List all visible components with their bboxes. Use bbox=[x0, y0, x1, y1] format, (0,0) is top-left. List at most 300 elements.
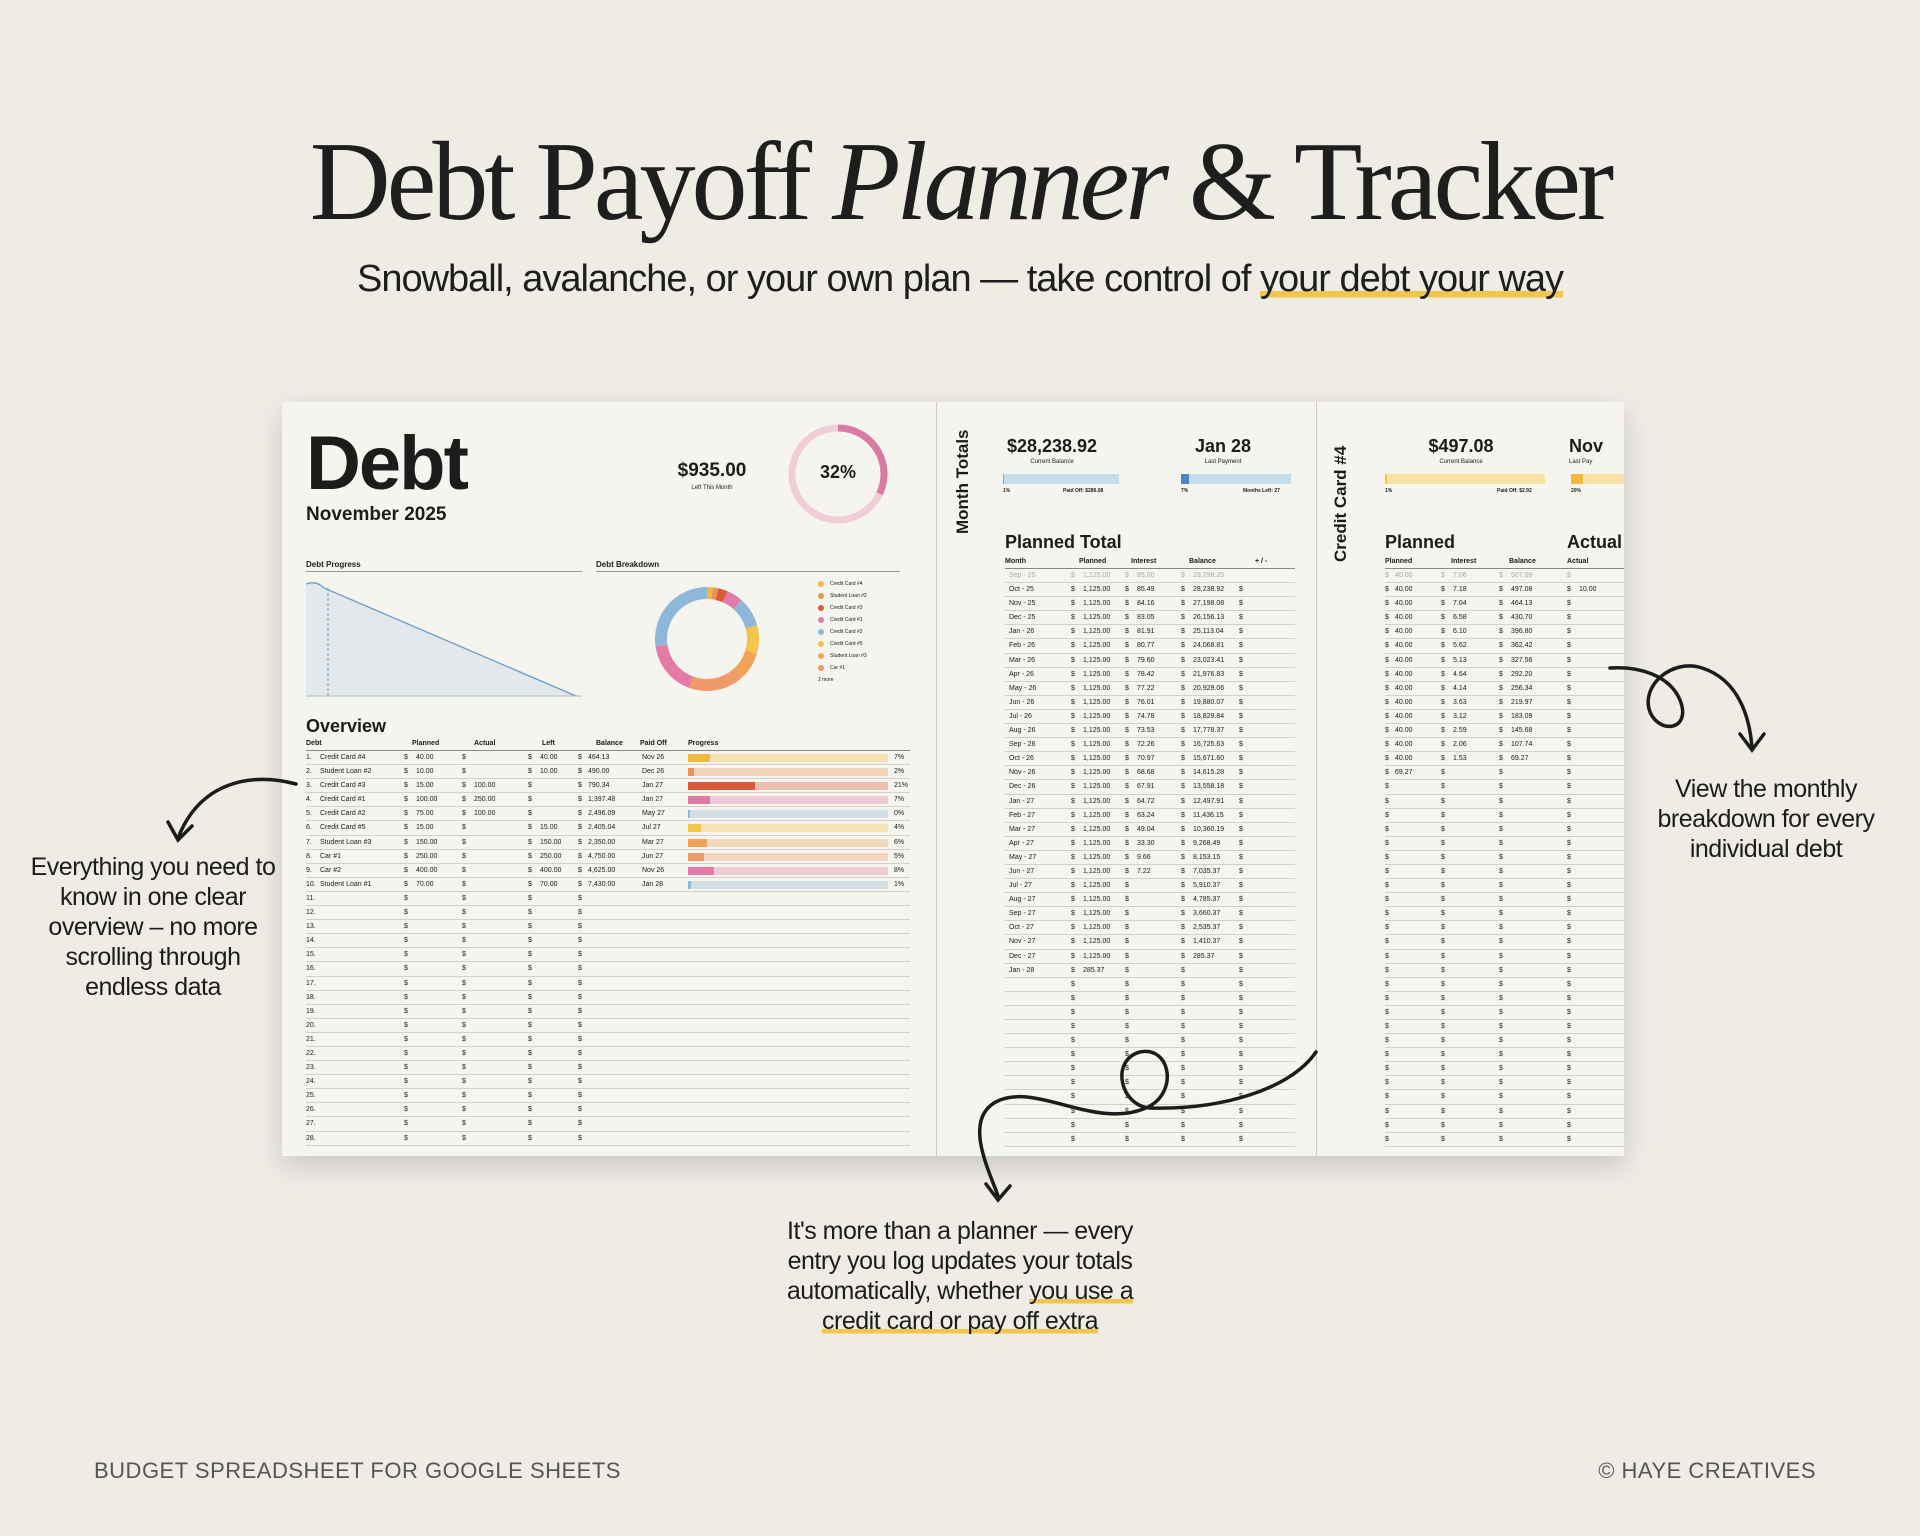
currency: $ bbox=[462, 1092, 466, 1100]
planned: 1,125.00 bbox=[1083, 769, 1111, 777]
col-left: Left bbox=[542, 740, 555, 747]
currency: $ bbox=[1071, 684, 1075, 692]
currency: $ bbox=[1385, 628, 1389, 636]
balance-value: 2,496.09 bbox=[588, 810, 616, 818]
currency: $ bbox=[1499, 910, 1503, 918]
totals-row bbox=[1005, 780, 1295, 794]
interest: 3.63 bbox=[1453, 698, 1467, 706]
currency: $ bbox=[1385, 980, 1389, 988]
debt-breakdown-label: Debt Breakdown bbox=[596, 560, 900, 572]
currency: $ bbox=[1499, 769, 1503, 777]
balance-value: 7,430.00 bbox=[588, 880, 616, 888]
footer-left: BUDGET SPREADSHEET FOR GOOGLE SHEETS bbox=[94, 1458, 621, 1483]
currency: $ bbox=[1125, 811, 1129, 819]
actual-value: 100.00 bbox=[474, 782, 496, 790]
row-number: 17. bbox=[306, 979, 316, 987]
currency: $ bbox=[404, 768, 408, 776]
left-amount: $935.00 bbox=[677, 460, 747, 481]
currency: $ bbox=[1499, 938, 1503, 946]
month: Jun - 26 bbox=[1009, 698, 1035, 706]
card-empty-row bbox=[1385, 809, 1624, 823]
interest: 4.14 bbox=[1453, 684, 1467, 692]
progress-fill bbox=[688, 881, 691, 889]
currency: $ bbox=[1125, 994, 1129, 1002]
currency: $ bbox=[528, 979, 532, 987]
currency: $ bbox=[462, 1007, 466, 1015]
progress-percent: 5% bbox=[894, 852, 905, 860]
currency: $ bbox=[1567, 614, 1571, 622]
currency: $ bbox=[578, 965, 582, 973]
currency: $ bbox=[1181, 712, 1185, 720]
progress-fill bbox=[688, 853, 704, 861]
currency: $ bbox=[578, 852, 582, 860]
currency: $ bbox=[578, 880, 582, 888]
currency: $ bbox=[1125, 1051, 1129, 1059]
currency: $ bbox=[1071, 1065, 1075, 1073]
currency: $ bbox=[1441, 853, 1445, 861]
month: Dec - 25 bbox=[1009, 614, 1036, 622]
card-actual-heading: Actual bbox=[1567, 532, 1623, 552]
footer-right: © HAYE CREATIVES bbox=[1598, 1458, 1816, 1483]
currency: $ bbox=[578, 937, 582, 945]
currency: $ bbox=[1385, 938, 1389, 946]
currency: $ bbox=[1071, 727, 1075, 735]
currency: $ bbox=[404, 1092, 408, 1100]
currency: $ bbox=[404, 824, 408, 832]
currency: $ bbox=[1239, 797, 1243, 805]
overview-empty-row bbox=[306, 991, 910, 1005]
currency: $ bbox=[528, 880, 532, 888]
currency: $ bbox=[528, 838, 532, 846]
currency: $ bbox=[1071, 755, 1075, 763]
overview-empty-row bbox=[306, 1117, 910, 1131]
currency: $ bbox=[1385, 867, 1389, 875]
currency: $ bbox=[1567, 600, 1571, 608]
card-empty-row bbox=[1385, 992, 1624, 1006]
row-number: 18. bbox=[306, 993, 316, 1001]
currency: $ bbox=[578, 754, 582, 761]
currency: $ bbox=[462, 894, 466, 902]
currency: $ bbox=[1071, 825, 1075, 833]
currency: $ bbox=[1441, 839, 1445, 847]
currency: $ bbox=[1181, 924, 1185, 932]
interest: 49.04 bbox=[1137, 825, 1155, 833]
col-planned: Planned bbox=[1385, 558, 1413, 565]
planned-value: 75.00 bbox=[416, 810, 434, 818]
currency: $ bbox=[1181, 741, 1185, 749]
currency: $ bbox=[578, 866, 582, 874]
col-balance: Balance bbox=[596, 740, 623, 747]
totals-row bbox=[1005, 837, 1295, 851]
overview-row bbox=[306, 779, 910, 793]
overview-empty-row bbox=[306, 920, 910, 934]
actual: 10.00 bbox=[1579, 586, 1597, 594]
currency: $ bbox=[1385, 712, 1389, 720]
balance-value: 2,405.04 bbox=[588, 824, 616, 832]
currency: $ bbox=[1385, 1065, 1389, 1073]
legend-item bbox=[818, 602, 867, 614]
currency: $ bbox=[528, 768, 532, 776]
currency: $ bbox=[1441, 1023, 1445, 1030]
currency: $ bbox=[1441, 1135, 1445, 1143]
currency: $ bbox=[462, 1078, 466, 1086]
currency: $ bbox=[1181, 755, 1185, 763]
currency: $ bbox=[528, 796, 532, 804]
balance: 24,068.81 bbox=[1193, 642, 1225, 650]
currency: $ bbox=[1385, 1037, 1389, 1045]
currency: $ bbox=[404, 880, 408, 888]
progress-fill bbox=[688, 810, 690, 818]
actual-value: 100.00 bbox=[474, 810, 496, 818]
row-number: 1. bbox=[306, 754, 312, 761]
planned: 1,125.00 bbox=[1083, 811, 1111, 819]
currency: $ bbox=[528, 965, 532, 973]
months-percent: 7% bbox=[1181, 488, 1189, 494]
currency: $ bbox=[1385, 797, 1389, 805]
currency: $ bbox=[528, 782, 532, 790]
currency: $ bbox=[1125, 980, 1129, 988]
currency: $ bbox=[1239, 938, 1243, 946]
currency: $ bbox=[462, 937, 466, 945]
overview-row bbox=[306, 751, 910, 765]
balance: 1,410.37 bbox=[1193, 938, 1221, 946]
currency: $ bbox=[1567, 994, 1571, 1002]
currency: $ bbox=[1441, 698, 1445, 706]
currency: $ bbox=[1567, 1023, 1571, 1030]
overview-empty-row bbox=[306, 1089, 910, 1103]
currency: $ bbox=[462, 810, 466, 818]
currency: $ bbox=[1181, 1023, 1185, 1030]
row-number: 28. bbox=[306, 1134, 316, 1142]
debt-name: Credit Card #2 bbox=[320, 810, 366, 818]
planned: 69.27 bbox=[1395, 769, 1413, 777]
paid-off-bar bbox=[1003, 474, 1119, 484]
progress-percent: 2% bbox=[894, 768, 905, 776]
balance-value: 4,625.00 bbox=[588, 866, 616, 874]
currency: $ bbox=[404, 782, 408, 790]
interest: 33.30 bbox=[1137, 839, 1155, 847]
currency: $ bbox=[1499, 1008, 1503, 1016]
planned-total-heading: Planned Total bbox=[1005, 532, 1122, 552]
currency: $ bbox=[462, 838, 466, 846]
progress-track bbox=[688, 839, 888, 847]
totals-row bbox=[1005, 893, 1295, 907]
currency: $ bbox=[1125, 1079, 1129, 1087]
month-label: November 2025 bbox=[306, 504, 447, 525]
card-empty-row bbox=[1385, 795, 1624, 809]
card-balance-kpi bbox=[1381, 436, 1541, 465]
paid-off-amount: Paid Off: $286.08 bbox=[1063, 488, 1104, 494]
currency: $ bbox=[1125, 853, 1129, 861]
currency: $ bbox=[1181, 853, 1185, 861]
currency: $ bbox=[462, 1134, 466, 1142]
currency: $ bbox=[1125, 614, 1129, 622]
card-empty-row bbox=[1385, 964, 1624, 978]
card-last-pay-label: Last Pay bbox=[1569, 459, 1593, 465]
overview-row bbox=[306, 793, 910, 807]
currency: $ bbox=[404, 754, 408, 761]
currency: $ bbox=[1441, 586, 1445, 594]
currency: $ bbox=[1441, 952, 1445, 960]
card-empty-row bbox=[1385, 935, 1624, 949]
currency: $ bbox=[578, 979, 582, 987]
arrow-left-curve bbox=[178, 779, 296, 838]
balance: 11,436.15 bbox=[1193, 811, 1224, 819]
currency: $ bbox=[1239, 1051, 1243, 1059]
month: Nov - 26 bbox=[1009, 769, 1036, 777]
currency: $ bbox=[1385, 783, 1389, 791]
currency: $ bbox=[1567, 853, 1571, 861]
planned-value: 15.00 bbox=[416, 824, 434, 832]
legend-label: Credit Card #5 bbox=[830, 641, 863, 647]
interest: 81.91 bbox=[1137, 628, 1155, 636]
currency: $ bbox=[1125, 642, 1129, 650]
debt-name: Car #2 bbox=[320, 866, 342, 874]
currency: $ bbox=[1071, 839, 1075, 847]
currency: $ bbox=[578, 951, 582, 959]
currency: $ bbox=[1499, 684, 1503, 692]
title-part-2: Planner bbox=[832, 120, 1165, 244]
card-balance: $497.08 bbox=[1428, 436, 1494, 456]
currency: $ bbox=[462, 754, 466, 761]
totals-row bbox=[1005, 724, 1295, 738]
balance: 4,785.37 bbox=[1193, 896, 1221, 904]
overview-empty-row bbox=[306, 1033, 910, 1047]
card-empty-row bbox=[1385, 823, 1624, 837]
currency: $ bbox=[1499, 896, 1503, 904]
totals-row bbox=[1005, 597, 1295, 611]
overview-row bbox=[306, 850, 910, 864]
overview-empty-row bbox=[306, 1061, 910, 1075]
planned: 1,125.00 bbox=[1083, 656, 1111, 664]
interest: 70.97 bbox=[1137, 755, 1155, 763]
balance: 2,535.37 bbox=[1193, 924, 1221, 932]
currency: $ bbox=[1499, 712, 1503, 720]
planned: 40.00 bbox=[1395, 628, 1413, 636]
card-row bbox=[1385, 752, 1624, 766]
left-value: 250.00 bbox=[540, 852, 562, 860]
currency: $ bbox=[528, 1035, 532, 1043]
totals-row bbox=[1005, 639, 1295, 653]
totals-empty-row bbox=[1005, 1048, 1295, 1062]
balance-value: 2,350.00 bbox=[588, 838, 616, 846]
progress-track bbox=[688, 810, 888, 818]
subtitle-text: Snowball, avalanche, or your own plan — take control of bbox=[356, 258, 1251, 300]
currency: $ bbox=[1567, 811, 1571, 819]
card-empty-row bbox=[1385, 1062, 1624, 1076]
currency: $ bbox=[1385, 1135, 1389, 1143]
currency: $ bbox=[528, 1021, 532, 1029]
planned: 40.00 bbox=[1395, 572, 1413, 579]
card-row bbox=[1385, 738, 1624, 752]
currency: $ bbox=[528, 852, 532, 860]
currency: $ bbox=[1567, 783, 1571, 791]
currency: $ bbox=[1567, 910, 1571, 918]
balance: 362.42 bbox=[1511, 642, 1533, 650]
currency: $ bbox=[1567, 797, 1571, 805]
month: May - 27 bbox=[1009, 853, 1037, 861]
card-row bbox=[1385, 625, 1624, 639]
currency: $ bbox=[1071, 1037, 1075, 1045]
balance: 183.09 bbox=[1511, 712, 1533, 720]
currency: $ bbox=[1385, 839, 1389, 847]
currency: $ bbox=[1239, 600, 1243, 608]
currency: $ bbox=[1239, 741, 1243, 749]
currency: $ bbox=[1071, 966, 1075, 974]
currency: $ bbox=[1499, 1107, 1503, 1115]
left-value: 10.00 bbox=[540, 768, 558, 776]
currency: $ bbox=[1441, 769, 1445, 777]
balance: 464.13 bbox=[1511, 600, 1533, 608]
planned: 40.00 bbox=[1395, 698, 1413, 706]
currency: $ bbox=[1071, 572, 1075, 579]
legend-item bbox=[818, 638, 867, 650]
balance-value: 4,750.00 bbox=[588, 852, 616, 860]
currency: $ bbox=[1567, 966, 1571, 974]
planned: 1,125.00 bbox=[1083, 882, 1111, 890]
debt-progress-chart bbox=[306, 578, 582, 698]
legend-dot bbox=[818, 629, 824, 635]
currency: $ bbox=[1499, 670, 1503, 678]
currency: $ bbox=[1567, 952, 1571, 960]
currency: $ bbox=[1125, 670, 1129, 678]
month: Mar - 26 bbox=[1009, 656, 1036, 664]
currency: $ bbox=[1071, 1079, 1075, 1087]
totals-row bbox=[1005, 795, 1295, 809]
currency: $ bbox=[1181, 1107, 1185, 1115]
currency: $ bbox=[1181, 952, 1185, 960]
planned: 1,125.00 bbox=[1083, 614, 1111, 622]
currency: $ bbox=[1239, 783, 1243, 791]
currency: $ bbox=[1567, 769, 1571, 777]
currency: $ bbox=[404, 965, 408, 973]
interest: 63.24 bbox=[1137, 811, 1155, 819]
currency: $ bbox=[404, 810, 408, 818]
month: Aug - 27 bbox=[1009, 896, 1036, 904]
legend-label: Credit Card #4 bbox=[830, 581, 863, 587]
left-label: Left This Month bbox=[691, 485, 733, 491]
row-number: 7. bbox=[306, 838, 312, 846]
currency: $ bbox=[1181, 797, 1185, 805]
overview-row bbox=[306, 821, 910, 835]
currency: $ bbox=[1567, 755, 1571, 763]
paid-off-date: Jan 27 bbox=[642, 796, 664, 804]
last-payment-label: Last Payment bbox=[1204, 459, 1242, 465]
currency: $ bbox=[528, 1064, 532, 1072]
card-months-percent: 20% bbox=[1571, 488, 1582, 494]
currency: $ bbox=[1181, 642, 1185, 650]
totals-row bbox=[1005, 879, 1295, 893]
col-interest: Interest bbox=[1131, 558, 1157, 565]
currency: $ bbox=[1441, 825, 1445, 833]
currency: $ bbox=[404, 1064, 408, 1072]
col-progress: Progress bbox=[688, 740, 719, 747]
donut-slice-10 bbox=[655, 587, 707, 647]
currency: $ bbox=[1071, 1093, 1075, 1101]
totals-row bbox=[1005, 682, 1295, 696]
progress-fill bbox=[688, 796, 710, 804]
currency: $ bbox=[1239, 980, 1243, 988]
overview-empty-row bbox=[306, 977, 910, 991]
interest: 3.12 bbox=[1453, 712, 1467, 720]
currency: $ bbox=[1239, 1037, 1243, 1045]
planned: 1,125.00 bbox=[1083, 839, 1111, 847]
currency: $ bbox=[1125, 882, 1129, 890]
month: Jul - 26 bbox=[1009, 712, 1032, 720]
debt-name: Credit Card #4 bbox=[320, 754, 366, 761]
card-empty-row bbox=[1385, 1020, 1624, 1034]
progress-track bbox=[688, 768, 888, 776]
currency: $ bbox=[1125, 938, 1129, 946]
balance: 19,880.07 bbox=[1193, 698, 1225, 706]
card-empty-row bbox=[1385, 1048, 1624, 1062]
planned: 1,125.00 bbox=[1083, 755, 1111, 763]
month: Mar - 27 bbox=[1009, 825, 1036, 833]
progress-track bbox=[688, 824, 888, 832]
currency: $ bbox=[1499, 727, 1503, 735]
interest: 73.53 bbox=[1137, 727, 1155, 735]
currency: $ bbox=[1071, 783, 1075, 791]
col-actual: Actual bbox=[1567, 558, 1589, 565]
row-number: 27. bbox=[306, 1120, 316, 1128]
currency: $ bbox=[1567, 1135, 1571, 1143]
currency: $ bbox=[1441, 614, 1445, 622]
currency: $ bbox=[1385, 882, 1389, 890]
interest: 80.77 bbox=[1137, 642, 1155, 650]
totals-empty-row bbox=[1005, 1105, 1295, 1119]
currency: $ bbox=[578, 768, 582, 776]
currency: $ bbox=[578, 824, 582, 832]
totals-row bbox=[1005, 921, 1295, 935]
currency: $ bbox=[1181, 910, 1185, 918]
currency: $ bbox=[1239, 896, 1243, 904]
currency: $ bbox=[578, 838, 582, 846]
progress-track bbox=[688, 881, 888, 889]
interest: 68.68 bbox=[1137, 769, 1155, 777]
currency: $ bbox=[1181, 656, 1185, 664]
currency: $ bbox=[1499, 1051, 1503, 1059]
currency: $ bbox=[528, 1049, 532, 1057]
balance: 396.80 bbox=[1511, 628, 1533, 636]
progress-percent: 0% bbox=[894, 810, 905, 818]
card-empty-row bbox=[1385, 921, 1624, 935]
currency: $ bbox=[1181, 698, 1185, 706]
currency: $ bbox=[1567, 938, 1571, 946]
currency: $ bbox=[578, 1120, 582, 1128]
currency: $ bbox=[462, 1021, 466, 1029]
totals-row bbox=[1005, 738, 1295, 752]
currency: $ bbox=[1385, 1107, 1389, 1115]
currency: $ bbox=[1125, 1023, 1129, 1030]
progress-track bbox=[688, 867, 888, 875]
currency: $ bbox=[1385, 811, 1389, 819]
currency: $ bbox=[1071, 1008, 1075, 1016]
credit-card-vertical-title: Credit Card #4 bbox=[1331, 445, 1350, 562]
row-number: 20. bbox=[306, 1021, 316, 1029]
planned: 40.00 bbox=[1395, 600, 1413, 608]
currency: $ bbox=[1385, 586, 1389, 594]
currency: $ bbox=[462, 796, 466, 804]
currency: $ bbox=[1071, 670, 1075, 678]
card-paid-amount: Paid Off: $2.92 bbox=[1497, 488, 1532, 494]
currency: $ bbox=[1181, 896, 1185, 904]
month: Oct - 27 bbox=[1009, 924, 1034, 932]
currency: $ bbox=[1441, 896, 1445, 904]
currency: $ bbox=[1441, 727, 1445, 735]
planned-value: 400.00 bbox=[416, 866, 438, 874]
overview-row bbox=[306, 807, 910, 821]
currency: $ bbox=[462, 965, 466, 973]
